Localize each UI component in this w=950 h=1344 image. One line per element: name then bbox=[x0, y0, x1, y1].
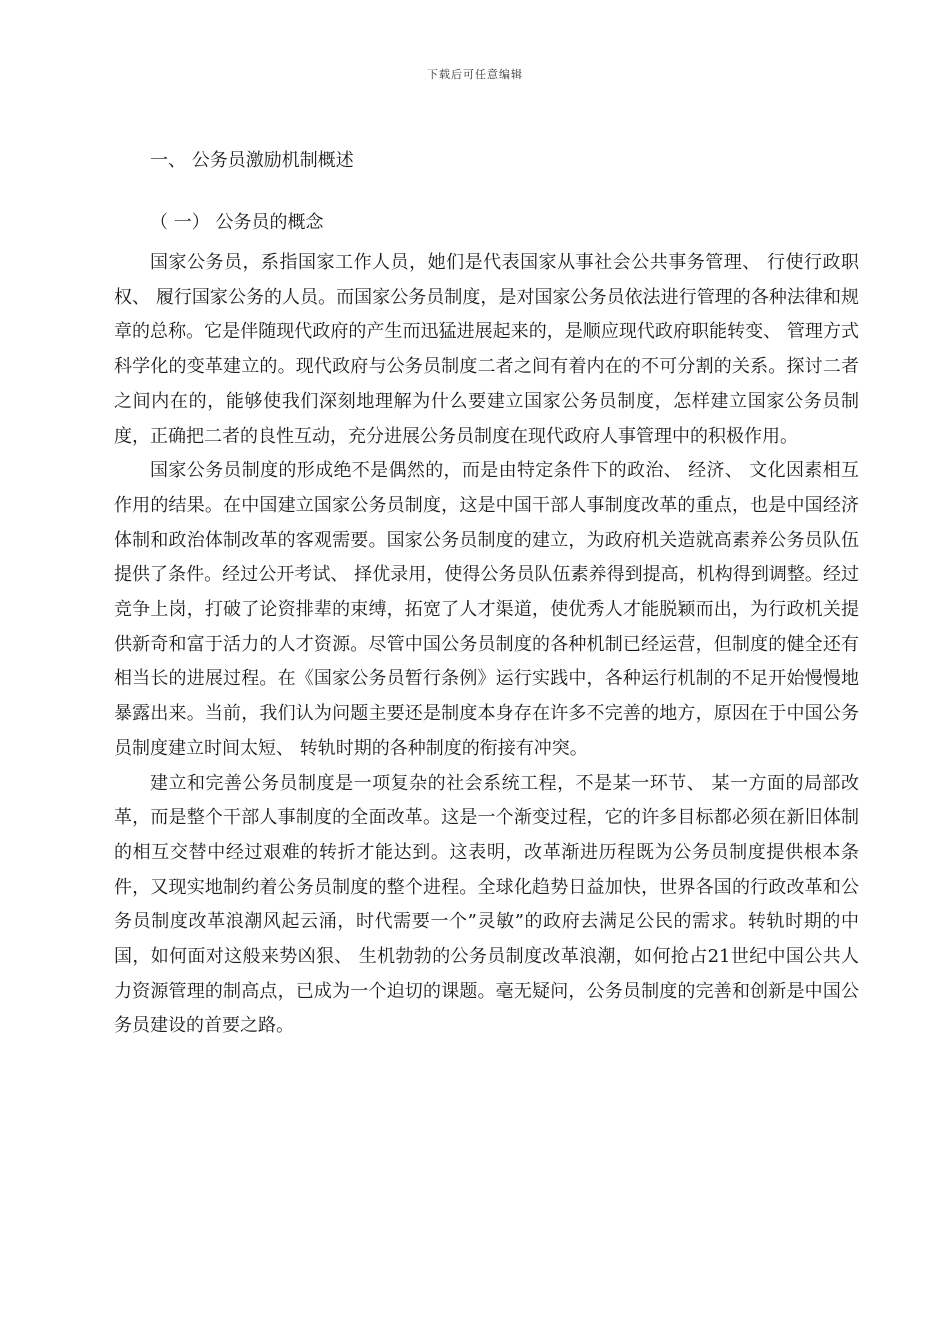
paragraph-1: 国家公务员，系指国家工作人员，她们是代表国家从事社会公共事务管理、 行使行政职权、 履行国家公务的人员。而国家公务员制度，是对国家公务员依法进行管理的各种法律和规章的总称。它是伴随现代政府的产生而迅猛进展起来的，是顺应现代政府职能转变、 管理方式科学化的变革建立的。现代政府与公务员制度二者之间有着内在的不可分割的关系。探讨二者之间内在的，能够使我们深刻地理解为什么要建立国家公务员制度，怎样建立国家公务员制度，正确把二者的良性互动，充分进展公务员制度在现代政府人事管理中的积极作用。 bbox=[114, 252, 859, 447]
paragraph-2: 国家公务员制度的形成绝不是偶然的，而是由特定条件下的政治、 经济、 文化因素相互作用的结果。在中国建立国家公务员制度，这是中国干部人事制度改革的重点，也是中国经济体制和政治体制改革的客观需要。国家公务员制度的建立，为政府机关造就高素养公务员队伍提供了条件。经过公开考试、 择优录用，使得公务员队伍素养得到提高，机构得到调整。经过竞争上岗，打破了论资排辈的束缚，拓宽了人才渠道，使优秀人才能脱颖而出，为行政机关提供新奇和富于活力的人才资源。尽管中国公务员制度的各种机制已经运营，但制度的健全还有相当长的进展过程。在《国家公务员暂行条例》运行实践中，各种运行机制的不足开始慢慢地暴露出来。当前，我们认为问题主要还是制度本身存在许多不完善的地方，原因在于中国公务员制度建立时间太短、 转轨时期的各种制度的衔接有冲突。 bbox=[114, 460, 859, 759]
sub-heading: （ 一） 公务员的概念 bbox=[150, 212, 324, 233]
body-text bbox=[114, 246, 859, 1044]
page-header: 下载后可任意编辑 bbox=[427, 68, 523, 81]
paragraph-3: 建立和完善公务员制度是一项复杂的社会系统工程，不是某一环节、 某一方面的局部改革，而是整个干部人事制度的全面改革。这是一个渐变过程，它的许多目标都必须在新旧体制的相互交替中经过艰难的转折才能达到。这表明，改革渐进历程既为公务员制度提供根本条件，又现实地制约着公务员制度的整个进程。全球化趋势日益加快，世界各国的行政改革和公务员制度改革浪潮风起云涌，时代需要一个”灵敏”的政府去满足公民的需求。转轨时期的中国，如何面对这般来势凶狠、 生机勃勃的公务员制度改革浪潮，如何抢占21世纪中国公共人力资源管理的制高点，已成为一个迫切的课题。毫无疑问，公务员制度的完善和创新是中国公务员建设的首要之路。 bbox=[114, 772, 859, 1037]
section-heading: 一、 公务员激励机制概述 bbox=[150, 150, 354, 171]
